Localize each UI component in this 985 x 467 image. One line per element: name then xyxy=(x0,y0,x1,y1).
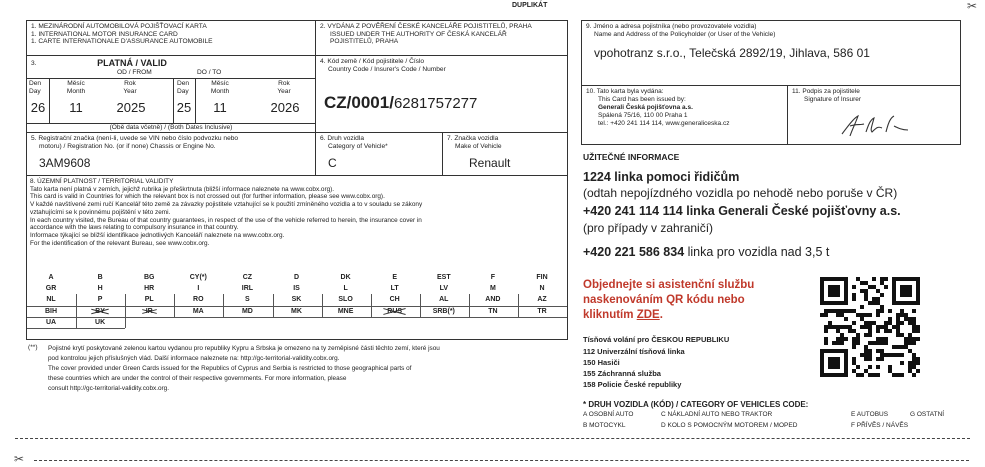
info-line4: (pro případy v zahraničí) xyxy=(583,221,714,235)
assistance-link[interactable]: ZDE xyxy=(636,309,660,321)
info-line5-rest: linka pro vozidla nad 3,5 t xyxy=(684,245,830,259)
box6-line1: 6. Druh vozidla xyxy=(320,135,364,142)
country-rus: RUS xyxy=(387,307,403,315)
box7-line1: 7. Značka vozidla xyxy=(447,135,499,142)
box10-line5: tel.: +420 241 114 114, www.generaliceska.cz xyxy=(598,120,730,127)
box-4-code xyxy=(315,55,568,133)
country-ro: RO xyxy=(193,296,204,304)
box3-to: DO / TO xyxy=(197,69,222,76)
footnote-mark: (**) xyxy=(28,344,38,351)
box4-line2: Country Code / Insurer's Code / Number xyxy=(328,65,446,73)
country-md: MD xyxy=(241,307,253,315)
card-number: 6281757277 xyxy=(393,95,478,112)
box-6-category xyxy=(315,132,443,176)
box5-line2: motoru) / Registration No. (or if none) Chassis or Engine No. xyxy=(39,142,216,150)
country-ch: CH xyxy=(389,296,400,304)
emergency-title: Tísňová volání pro ČESKOU REPUBLIKU xyxy=(583,335,730,344)
box1-line1: 1. MEZINÁRODNÍ AUTOMOBILOVÁ POJIŠŤOVACÍ KARTA xyxy=(31,23,207,30)
scissors-icon: ✂ xyxy=(14,452,25,466)
box-8-territorial xyxy=(26,175,568,340)
qr-code-image[interactable] xyxy=(820,277,920,377)
country-i: I xyxy=(197,285,200,293)
box3-title: PLATNÁ / VALID xyxy=(97,58,167,68)
box-5-registration xyxy=(26,132,316,176)
box1-line2: 1. INTERNATIONAL MOTOR INSURANCE CARD xyxy=(31,30,178,38)
country-f: F xyxy=(490,274,496,281)
territorial-line: Tato karta není platná v zemích, jejichž rubrika je přeškrtnuta (bližší informace naleznete na www.cobx.org). xyxy=(30,185,335,193)
box5-line1: 5. Registrační značka (není-li, uvede se VIN nebo číslo podvozku nebo xyxy=(31,135,239,142)
cat-g: G OSTATNÍ xyxy=(910,411,945,418)
box-10-issuer xyxy=(581,85,788,145)
territorial-line: vztahujícími se k povinnému pojištění v této zemi. xyxy=(30,208,171,216)
country-al: AL xyxy=(439,296,449,304)
country-b: B xyxy=(97,274,103,281)
qr-text-line3: kliknutím xyxy=(583,309,637,321)
country-d: D xyxy=(293,274,300,281)
info-line2: (odtah nepojízdného vozidla po nehodě nebo poruše v ČR) xyxy=(583,186,898,200)
country-lt: LT xyxy=(390,285,399,293)
country-bih: BIH xyxy=(44,307,58,315)
country-pl: PL xyxy=(144,296,154,304)
territorial-line: V každé navštívené zemi ručí Kancelář této země za závazky pojistitele vztahující se k použití zmíněného vozidla a to v souladu se zákony xyxy=(30,201,423,209)
info-line3: +420 241 114 114 linka Generali České pojišťovny a.s. xyxy=(583,204,901,218)
make-value: Renault xyxy=(469,156,511,171)
box4-line1: 4. Kód země / Kód pojistitele / Číslo xyxy=(320,58,425,65)
country-uk: UK xyxy=(95,318,106,326)
country-slo: SLO xyxy=(338,296,353,304)
country-p: P xyxy=(97,296,103,304)
emergency-number: 150 Hasiči xyxy=(583,358,620,367)
box-11-signature xyxy=(787,85,961,145)
emergency-number: 112 Univerzální tísňová linka xyxy=(583,347,685,356)
qr-text-line1: Objednejte si asistenční službu xyxy=(583,279,755,291)
cat-a: A OSOBNÍ AUTO xyxy=(583,411,634,418)
country-ma: MA xyxy=(192,307,204,315)
country-s: S xyxy=(245,296,250,304)
to-year-label: Rok Year xyxy=(277,80,291,95)
country-a: A xyxy=(48,274,54,281)
cat-b: B MOTOCYKL xyxy=(583,422,626,429)
box3-num: 3. xyxy=(31,60,37,67)
country-is: IS xyxy=(293,285,300,293)
box-7-make xyxy=(442,132,568,176)
country-mk: MK xyxy=(291,307,302,315)
to-day-label: Den Day xyxy=(177,80,190,95)
signature-image xyxy=(838,112,918,140)
country-ua: UA xyxy=(45,318,57,326)
footnote-line: The cover provided under Green Cards issued for the Republics of Cyprus and Serbia is restricted to those geographical parts of xyxy=(48,365,412,372)
to-month-value: 11 xyxy=(213,100,227,115)
territorial-line: 8. ÚZEMNÍ PLATNOST / TERRITORIAL VALIDITY xyxy=(30,178,174,185)
country-lv: LV xyxy=(439,285,449,293)
country-bg: BG xyxy=(143,274,155,281)
country-sk: SK xyxy=(291,296,302,304)
box7-line2: Make of Vehicle xyxy=(455,142,502,150)
country-gr: GR xyxy=(45,285,57,293)
box3-note: (Obě data včetně) / (Both Dates Inclusive) xyxy=(109,124,233,131)
box9-line1: 9. Jméno a adresa pojistníka (nebo provozovatele vozidla) xyxy=(586,23,757,30)
country-az: AZ xyxy=(537,296,547,304)
territorial-line: This card is valid in Countries for which the relevant box is not crossed out (for further information, please see www.cobx.org). xyxy=(30,193,385,201)
country-nl: NL xyxy=(46,296,56,304)
country-e: E xyxy=(392,274,398,281)
country-and: AND xyxy=(485,296,501,304)
country-l: L xyxy=(343,285,348,293)
box1-line3: 1. CARTE INTERNATIONALE D'ASSURANCE AUTOMOBILE xyxy=(31,38,213,46)
footnote-line: consult http://gc-territorial-validity.cobx.org. xyxy=(48,385,169,392)
from-day-label: Den Day xyxy=(29,80,42,95)
from-year-label: Rok Year xyxy=(123,80,137,95)
footnote-line: Pojistné krytí poskytované zelenou kartou vydanou pro republiky Kypru a Srbska je omezeno na ty zeměpisné části těchto zemí, které jsou xyxy=(48,345,440,352)
box6-line2: Category of Vehicle* xyxy=(328,142,388,150)
footnote-line: pod kontrolou jejich příslušných vlád. Další informace naleznete na: http://gc-territorial-validity.cobx.org. xyxy=(48,355,340,362)
box10-line4: Spálená 75/16, 110 00 Praha 1 xyxy=(598,112,688,119)
territorial-line: In each country visited, the Bureau of that country guarantees, in respect of the use of the vehicle referred to herein, the insurance cover in xyxy=(30,216,422,224)
box2-line1: 2. VYDÁNA Z POVĚŘENÍ ČESKÉ KANCELÁŘE POJISTITELŮ, PRAHA xyxy=(320,23,532,30)
box10-line2: This Card has been issued by: xyxy=(598,96,686,103)
country-tn: TN xyxy=(488,307,498,315)
box-9-policyholder xyxy=(581,20,961,86)
box11-line2: Signature of Insurer xyxy=(804,96,862,103)
territorial-line: accordance with the laws relating to compulsory insurance in that country. xyxy=(30,224,239,232)
country-srb: SRB(*) xyxy=(432,307,455,315)
category-value: C xyxy=(328,156,337,171)
box-1-title xyxy=(26,20,316,56)
category-title: * DRUH VOZIDLA (KÓD) / CATEGORY OF VEHICLES CODE: xyxy=(583,400,809,409)
scissors-icon: ✂ xyxy=(966,0,977,13)
registration-value: 3AM9608 xyxy=(39,156,91,171)
emergency-number: 158 Policie České republiky xyxy=(583,380,682,389)
box2-line3: POJISTITELŮ, PRAHA xyxy=(330,38,399,46)
box9-line2: Name and Address of the Policyholder (or User of the Vehicle) xyxy=(594,30,776,38)
country-hr: HR xyxy=(144,285,155,293)
country-fin: FIN xyxy=(536,274,548,281)
box2-line2: ISSUED UNDER THE AUTHORITY OF ČESKÁ KANCELÁŘ xyxy=(330,30,507,38)
from-month-label: Měsíc Month xyxy=(66,80,86,95)
info-line5-phone: +420 221 586 834 xyxy=(583,245,685,259)
cat-e: E AUTOBUS xyxy=(851,411,889,418)
box10-line1: 10. Tato karta byla vydána: xyxy=(586,88,664,95)
qr-text-line2: naskenováním QR kódu nebo xyxy=(583,294,745,306)
country-irl: IRL xyxy=(241,285,254,293)
country-mne: MNE xyxy=(337,307,354,315)
cat-f: F PŘÍVĚS / NÁVĚS xyxy=(851,422,909,429)
to-day-value: 25 xyxy=(176,100,192,115)
to-year-value: 2026 xyxy=(270,100,300,115)
from-day-value: 26 xyxy=(30,100,46,115)
insurer-code: CZ/0001/ xyxy=(324,93,394,112)
cut-line-top xyxy=(15,438,970,439)
qr-text-line3-end: . xyxy=(659,309,663,321)
duplicate-label: DUPLIKÁT xyxy=(512,2,548,9)
country-by: BY xyxy=(95,307,105,315)
country-h: H xyxy=(97,285,103,293)
territorial-line: Informace týkající se bližší identifikace jednotlivých Kanceláří naleznete na www.cobx.org. xyxy=(30,231,285,239)
box11-line1: 11. Podpis za pojistitele xyxy=(792,88,860,95)
cat-c: C NÁKLADNÍ AUTO NEBO TRAKTOR xyxy=(661,411,773,418)
policyholder-value: vpohotranz s.r.o., Telečská 2892/19, Jihlava, 586 01 xyxy=(594,46,870,61)
territorial-line: For the identification of the relevant Bureau, see www.cobx.org. xyxy=(30,239,210,247)
country-ir: IR xyxy=(145,307,153,315)
info-title: UŽITEČNÉ INFORMACE xyxy=(583,152,680,162)
footnote-line: these countries which are under the control of their respective governments. For more information, please xyxy=(48,375,347,382)
to-month-label: Měsíc Month xyxy=(210,80,230,95)
box3-from: OD / FROM xyxy=(117,69,152,76)
cut-line-bottom xyxy=(34,460,969,461)
country-dk: DK xyxy=(340,274,351,281)
box-3-validity xyxy=(26,55,316,133)
country-cz: CZ xyxy=(242,274,253,281)
box10-line3: Generali Česká pojišťovna a.s. xyxy=(598,104,693,111)
from-year-value: 2025 xyxy=(116,100,146,115)
box-2-authority xyxy=(315,20,568,56)
emergency-number: 155 Záchranná služba xyxy=(583,369,661,378)
country-tr: TR xyxy=(537,307,547,315)
country-est: EST xyxy=(436,274,451,281)
country-n: N xyxy=(539,285,545,293)
cat-d: D KOLO S POMOCNÝM MOTOREM / MOPED xyxy=(661,422,798,429)
from-month-value: 11 xyxy=(69,100,83,115)
country-cy: CY(*) xyxy=(189,274,207,281)
country-m: M xyxy=(489,285,496,293)
info-line1: 1224 linka pomoci řidičům xyxy=(583,170,740,184)
